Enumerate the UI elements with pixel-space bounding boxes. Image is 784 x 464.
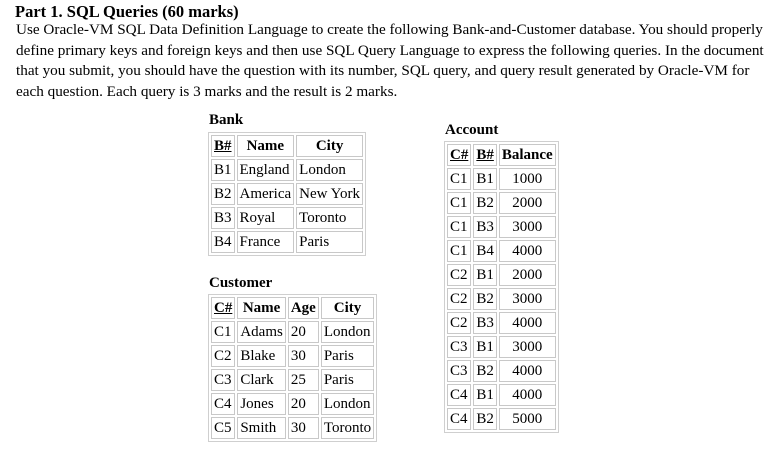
table-row — [211, 183, 363, 205]
table-cell: C1 — [447, 240, 471, 262]
table-cell: B1 — [473, 384, 497, 406]
table-row — [447, 312, 556, 334]
table-row — [447, 288, 556, 310]
table-row — [447, 168, 556, 190]
column-header: B# — [473, 144, 497, 166]
column-header: Name — [237, 135, 295, 157]
table-row — [447, 384, 556, 406]
table-row — [447, 192, 556, 214]
table-cell: C2 — [447, 312, 471, 334]
table-cell: London — [321, 321, 374, 343]
table-cell: B1 — [473, 168, 497, 190]
table-cell: 3000 — [499, 336, 556, 358]
table-cell: B2 — [473, 288, 497, 310]
table-cell: Toronto — [321, 417, 374, 439]
table-cell: 3000 — [499, 216, 556, 238]
table-row — [211, 231, 363, 253]
table-cell: Paris — [321, 345, 374, 367]
instructions-paragraph: Use Oracle-VM SQL Data Definition Language to create the following Bank-and-Customer database. You should properly define primary keys and foreign keys and then use SQL Query Language to express the following queries. In the document that you submit, you should have the question with its number, SQL query, and query result generated by Oracle-VM for each question. Each query is 3 marks and the result is 2 marks. — [16, 21, 764, 100]
table-row — [447, 240, 556, 262]
table-cell: C3 — [447, 336, 471, 358]
table-cell: C4 — [211, 393, 235, 415]
table-cell: C4 — [447, 408, 471, 430]
table-cell: B2 — [211, 183, 235, 205]
column-header: City — [321, 297, 374, 319]
customer-table-title: Customer — [209, 275, 273, 291]
table-cell: 4000 — [499, 240, 556, 262]
account-table-title: Account — [445, 122, 499, 138]
table-cell: 2000 — [499, 192, 556, 214]
table-cell: C1 — [447, 216, 471, 238]
table-header-row — [447, 144, 556, 166]
table-row — [211, 345, 374, 367]
table-cell: B2 — [473, 192, 497, 214]
table-cell: Paris — [296, 231, 363, 253]
table-cell: B1 — [211, 159, 235, 181]
column-header: Age — [288, 297, 319, 319]
table-cell: C2 — [447, 264, 471, 286]
table-cell: Adams — [237, 321, 286, 343]
column-header: C# — [211, 297, 235, 319]
table-cell: 20 — [288, 321, 319, 343]
table-cell: 4000 — [499, 312, 556, 334]
table-cell: London — [296, 159, 363, 181]
table-cell: Toronto — [296, 207, 363, 229]
table-cell: B2 — [473, 408, 497, 430]
table-header-row — [211, 135, 363, 157]
table-row — [447, 336, 556, 358]
table-row — [211, 417, 374, 439]
table-cell: B3 — [473, 216, 497, 238]
table-row — [211, 207, 363, 229]
table-cell: Paris — [321, 369, 374, 391]
table-cell: 1000 — [499, 168, 556, 190]
table-cell: 25 — [288, 369, 319, 391]
table-cell: C1 — [447, 192, 471, 214]
table-cell: London — [321, 393, 374, 415]
table-cell: C4 — [447, 384, 471, 406]
table-cell: C1 — [447, 168, 471, 190]
table-cell: Blake — [237, 345, 286, 367]
table-row — [447, 408, 556, 430]
table-cell: C2 — [211, 345, 235, 367]
table-row — [211, 369, 374, 391]
column-header: C# — [447, 144, 471, 166]
column-header: B# — [211, 135, 235, 157]
table-cell: C3 — [211, 369, 235, 391]
table-cell: 30 — [288, 345, 319, 367]
table-row — [447, 360, 556, 382]
table-row — [447, 216, 556, 238]
column-header: Name — [237, 297, 286, 319]
table-cell: Smith — [237, 417, 286, 439]
table-cell: England — [237, 159, 295, 181]
table-cell: B1 — [473, 336, 497, 358]
table-cell: 5000 — [499, 408, 556, 430]
customer-table — [208, 294, 377, 442]
table-cell: B4 — [211, 231, 235, 253]
table-cell: 2000 — [499, 264, 556, 286]
column-header: City — [296, 135, 363, 157]
table-cell: C5 — [211, 417, 235, 439]
table-cell: B2 — [473, 360, 497, 382]
table-cell: B3 — [211, 207, 235, 229]
bank-table-title: Bank — [209, 112, 244, 128]
table-cell: 20 — [288, 393, 319, 415]
table-cell: B3 — [473, 312, 497, 334]
table-row — [447, 264, 556, 286]
table-row — [211, 321, 374, 343]
table-cell: C2 — [447, 288, 471, 310]
table-cell: 4000 — [499, 360, 556, 382]
table-cell: Clark — [237, 369, 286, 391]
bank-table — [208, 132, 366, 256]
table-cell: 4000 — [499, 384, 556, 406]
table-cell: France — [237, 231, 295, 253]
table-cell: C1 — [211, 321, 235, 343]
column-header: Balance — [499, 144, 556, 166]
table-row — [211, 393, 374, 415]
table-row — [211, 159, 363, 181]
table-cell: B4 — [473, 240, 497, 262]
table-cell: Royal — [237, 207, 295, 229]
table-cell: Jones — [237, 393, 286, 415]
table-cell: C3 — [447, 360, 471, 382]
table-cell: New York — [296, 183, 363, 205]
table-cell: 30 — [288, 417, 319, 439]
table-cell: B1 — [473, 264, 497, 286]
table-cell: America — [237, 183, 295, 205]
account-table — [444, 141, 559, 433]
section-heading: Part 1. SQL Queries (60 marks) — [15, 2, 239, 21]
table-header-row — [211, 297, 374, 319]
table-cell: 3000 — [499, 288, 556, 310]
